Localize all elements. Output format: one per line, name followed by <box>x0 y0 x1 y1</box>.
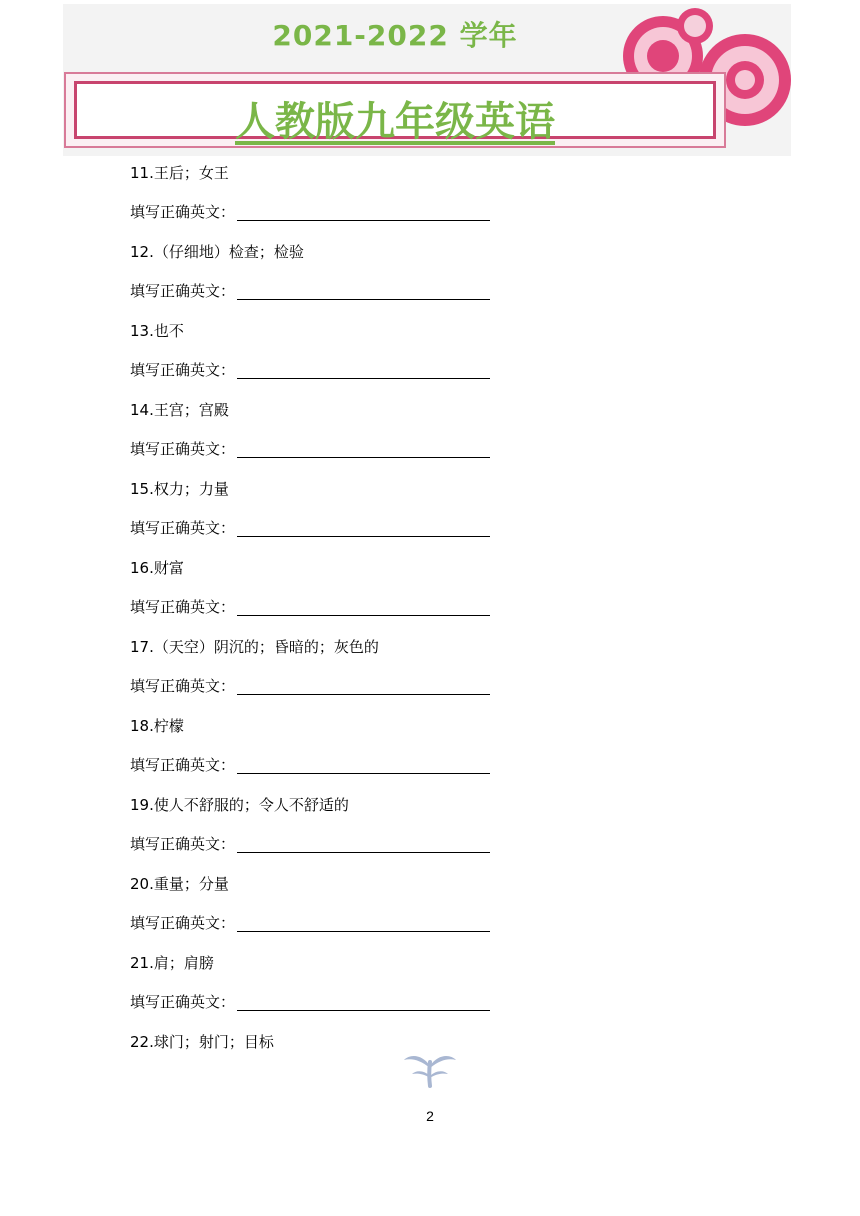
answer-blank[interactable] <box>237 678 490 695</box>
answer-prompt: 填写正确英文： <box>130 440 236 458</box>
answer-prompt: 填写正确英文： <box>130 835 236 853</box>
title-inner-frame <box>74 81 716 145</box>
question-16 <box>130 557 184 578</box>
school-year-heading: 2021-2022 学年 <box>272 19 518 52</box>
answer-prompt: 填写正确英文： <box>130 203 236 221</box>
answer-row-14 <box>130 438 490 459</box>
question-text: 13.也不 <box>130 322 184 340</box>
answer-blank[interactable] <box>237 757 490 774</box>
question-17 <box>130 636 379 657</box>
question-text: 19.使人不舒服的；令人不舒适的 <box>130 796 349 814</box>
answer-row-17 <box>130 675 490 696</box>
question-13 <box>130 320 184 341</box>
answer-row-20 <box>130 912 490 933</box>
answer-row-11 <box>130 201 490 222</box>
question-14 <box>130 399 229 420</box>
answer-blank[interactable] <box>237 204 490 221</box>
question-text: 16.财富 <box>130 559 184 577</box>
sprout-logo-icon <box>400 1050 460 1090</box>
answer-blank[interactable] <box>237 441 490 458</box>
question-15 <box>130 478 229 499</box>
question-text: 22.球门；射门；目标 <box>130 1033 274 1051</box>
answer-blank[interactable] <box>237 836 490 853</box>
answer-blank[interactable] <box>237 362 490 379</box>
answer-blank[interactable] <box>237 520 490 537</box>
question-text: 18.柠檬 <box>130 717 184 735</box>
title-frame <box>64 72 726 148</box>
answer-prompt: 填写正确英文： <box>130 519 236 537</box>
question-22 <box>130 1031 274 1052</box>
page-number: 2 <box>426 1108 434 1124</box>
answer-prompt: 填写正确英文： <box>130 756 236 774</box>
answer-row-15 <box>130 517 490 538</box>
answer-blank[interactable] <box>237 994 490 1011</box>
question-19 <box>130 794 349 815</box>
question-text: 17.（天空）阴沉的；昏暗的；灰色的 <box>130 638 379 656</box>
question-text: 21.肩；肩膀 <box>130 954 214 972</box>
answer-prompt: 填写正确英文： <box>130 993 236 1011</box>
answer-blank[interactable] <box>237 283 490 300</box>
question-21 <box>130 952 214 973</box>
answer-prompt: 填写正确英文： <box>130 282 236 300</box>
answer-prompt: 填写正确英文： <box>130 914 236 932</box>
answer-blank[interactable] <box>237 599 490 616</box>
answer-row-12 <box>130 280 490 301</box>
question-text: 14.王宫；宫殿 <box>130 401 229 419</box>
answer-row-16 <box>130 596 490 617</box>
question-20 <box>130 873 229 894</box>
question-text: 20.重量；分量 <box>130 875 229 893</box>
answer-row-19 <box>130 833 490 854</box>
question-text: 11.王后；女王 <box>130 164 229 182</box>
answer-prompt: 填写正确英文： <box>130 598 236 616</box>
answer-blank[interactable] <box>237 915 490 932</box>
question-18 <box>130 715 184 736</box>
document-title: 人教版九年级英语 <box>235 99 555 145</box>
answer-prompt: 填写正确英文： <box>130 361 236 379</box>
question-text: 12.（仔细地）检查；检验 <box>130 243 304 261</box>
question-text: 15.权力；力量 <box>130 480 229 498</box>
answer-row-21 <box>130 991 490 1012</box>
question-12 <box>130 241 304 262</box>
answer-prompt: 填写正确英文： <box>130 677 236 695</box>
question-11 <box>130 162 229 183</box>
answer-row-13 <box>130 359 490 380</box>
answer-row-18 <box>130 754 490 775</box>
